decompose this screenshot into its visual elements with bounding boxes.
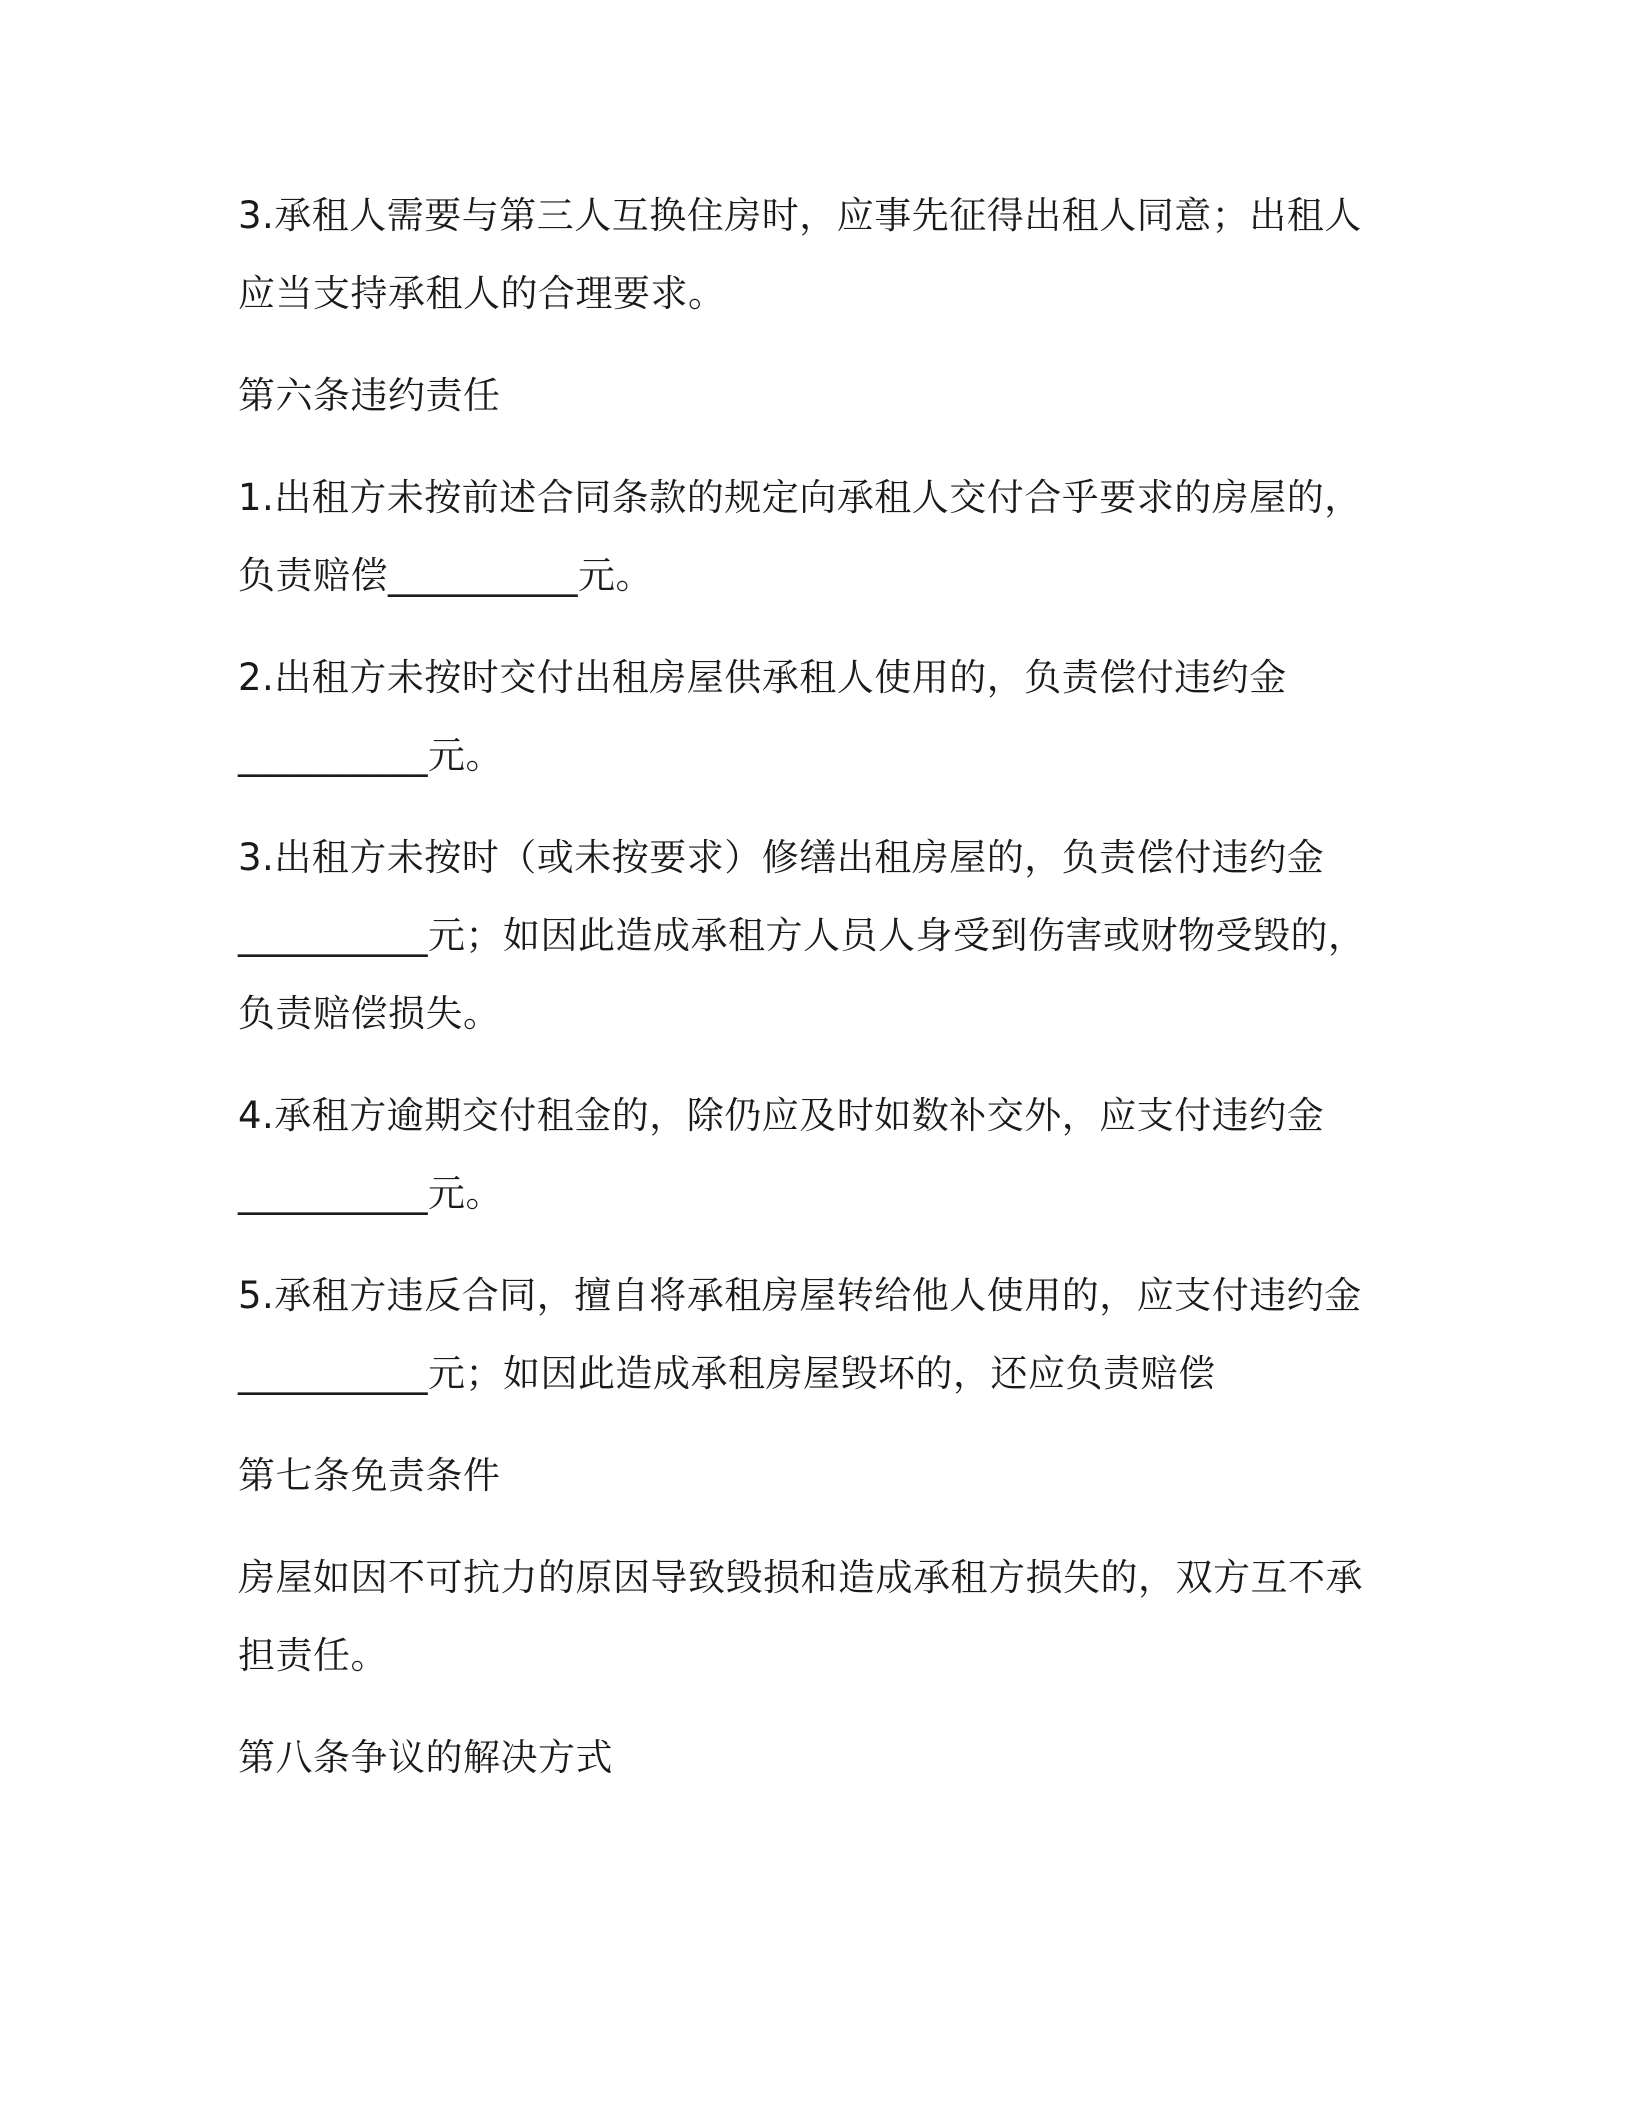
clause-7-body-line-1: 房屋如因不可抗力的原因导致毁损和造成承租方损失的，双方互不承: [238, 1556, 1363, 1599]
clause-6-item-3-line-3: 负责赔偿损失。: [238, 992, 501, 1035]
clause-6-item-2-line-2: __________元。: [238, 734, 503, 777]
clause-6-item-4-line-2: __________元。: [238, 1172, 503, 1215]
clause-6-item-5-line-1: 5.承租方违反合同，擅自将承租房屋转给他人使用的，应支付违约金: [238, 1274, 1362, 1317]
section-heading-article-7: 第七条免责条件: [238, 1454, 501, 1497]
section-heading-article-8: 第八条争议的解决方式: [238, 1736, 613, 1779]
clause-6-item-1-line-1: 1.出租方未按前述合同条款的规定向承租人交付合乎要求的房屋的，: [238, 476, 1362, 519]
clause-6-item-3-line-1: 3.出租方未按时（或未按要求）修缮出租房屋的，负责偿付违约金: [238, 836, 1325, 879]
clause-5-item-3-line-2: 应当支持承租人的合理要求。: [238, 272, 726, 315]
clause-7-body-line-2: 担责任。: [238, 1634, 388, 1677]
clause-6-item-4-line-1: 4.承租方逾期交付租金的，除仍应及时如数补交外，应支付违约金: [238, 1094, 1325, 1137]
clause-6-item-1-line-2: 负责赔偿__________元。: [238, 554, 653, 597]
clause-6-item-2-line-1: 2.出租方未按时交付出租房屋供承租人使用的，负责偿付违约金: [238, 656, 1287, 699]
clause-6-item-3-line-2: __________元；如因此造成承租方人员人身受到伤害或财物受毁的，: [238, 914, 1366, 957]
clause-5-item-3-line-1: 3.承租人需要与第三人互换住房时，应事先征得出租人同意；出租人: [238, 194, 1362, 237]
clause-6-item-5-line-2: __________元；如因此造成承租房屋毁坏的，还应负责赔偿: [238, 1352, 1216, 1395]
section-heading-article-6: 第六条违约责任: [238, 374, 501, 417]
